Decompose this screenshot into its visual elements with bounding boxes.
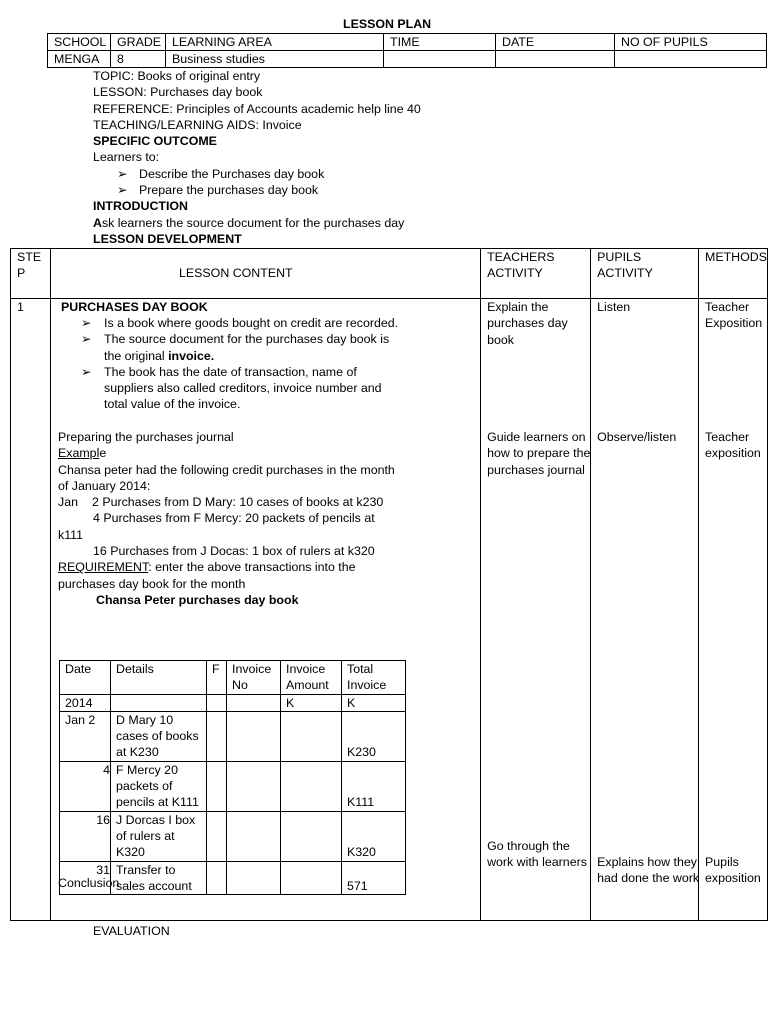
transaction-3: 16 Purchases from J Docas: 1 box of rulers at k320 (93, 544, 375, 559)
info-header-learning-area: LEARNING AREA (166, 34, 384, 51)
lesson-content-cell (51, 299, 481, 921)
teacher-activity-3: Go through the work with learners (487, 839, 587, 870)
pupils-activity-3: Explains how they had done the work (597, 855, 700, 886)
preparing-heading: Preparing the purchases journal (58, 430, 234, 444)
header-teachers-activity: TEACHERS ACTIVITY (481, 249, 591, 299)
info-header-row (48, 34, 767, 51)
book-total: 571 (342, 861, 406, 895)
header-pupils-activity: PUPILS ACTIVITY (591, 249, 699, 299)
transaction-2: 4 Purchases from F Mercy: 20 packets of pencils at (93, 511, 375, 526)
page-title: LESSON PLAN (343, 17, 432, 31)
header-methods: METHODS (699, 249, 768, 299)
outcome-lead: Learners to: (93, 150, 160, 165)
content-bullet: ➢ The book has the date of transaction, name of suppliers also called creditors, invoice number and total value of the invoice. (81, 364, 382, 412)
conclusion: Conclusion (58, 876, 120, 890)
lesson-table-row (11, 299, 768, 921)
purchases-day-book (59, 660, 406, 895)
info-grade: 8 (111, 51, 166, 68)
book-header-details: Details (111, 661, 207, 695)
book-total: K230 (342, 711, 406, 761)
teaching-aids: TEACHING/LEARNING AIDS: Invoice (93, 117, 302, 132)
teachers-activity-cell (481, 299, 591, 921)
book-year-row (60, 694, 406, 711)
reference: REFERENCE: Principles of Accounts academic help line 40 (93, 101, 421, 116)
book-date: 16 (60, 811, 111, 861)
methods-2: Teacher exposition (705, 430, 761, 461)
example-text: Chansa peter had the following credit purchases in the month of January 2014: (58, 462, 395, 493)
book-total: K111 (342, 761, 406, 811)
info-learning-area: Business studies (166, 51, 384, 68)
book-header-row (60, 661, 406, 695)
teacher-activity-1: Explain the purchases day book (487, 300, 568, 347)
info-header-time: TIME (384, 34, 496, 51)
book-year: 2014 (60, 694, 111, 711)
pupils-activity-cell (591, 299, 699, 921)
info-table (47, 33, 767, 68)
info-date (496, 51, 615, 68)
header-step: STE P (11, 249, 51, 299)
info-time (384, 51, 496, 68)
development-heading: LESSON DEVELOPMENT (93, 231, 242, 246)
arrow-bullet-icon: ➢ (81, 332, 92, 347)
content-bullet: ➢ The source document for the purchases day book is the original invoice. (81, 332, 390, 363)
introduction-text: Ask learners the source document for the purchases day (93, 215, 405, 230)
info-header-no-of-pupils: NO OF PUPILS (615, 34, 767, 51)
lesson-meta (93, 68, 753, 247)
methods-cell (699, 299, 768, 921)
info-no-of-pupils (615, 51, 767, 68)
book-header-folio: F (207, 661, 227, 695)
book-header-invoice-no: Invoice No (227, 661, 281, 695)
topic: TOPIC: Books of original entry (93, 69, 261, 83)
methods-1: Teacher Exposition (705, 300, 763, 331)
book-details: Transfer to sales account (111, 861, 207, 895)
arrow-bullet-icon: ➢ (117, 183, 128, 198)
book-date: Jan 2 (60, 711, 111, 761)
methods-3: Pupils exposition (705, 855, 761, 886)
info-value-row (48, 51, 767, 68)
info-header-school: SCHOOL (48, 34, 111, 51)
book-details: D Mary 10 cases of books at K230 (111, 711, 207, 761)
info-header-grade: GRADE (111, 34, 166, 51)
book-date: 4 (60, 761, 111, 811)
content-title: PURCHASES DAY BOOK (61, 300, 208, 314)
content-bullets (51, 315, 403, 413)
transaction-1: Jan 2 Purchases from D Mary: 10 cases of books at k230 (58, 495, 384, 510)
arrow-bullet-icon: ➢ (81, 364, 92, 379)
lesson-table (10, 248, 768, 921)
example-label: Example (58, 446, 107, 461)
arrow-bullet-icon: ➢ (81, 316, 92, 330)
outcome-item: ➢ Describe the Purchases day book (117, 166, 325, 181)
table-row (60, 761, 406, 811)
example-block (58, 429, 398, 608)
table-row (60, 711, 406, 761)
book-total: K320 (342, 811, 406, 861)
book-currency: K (281, 694, 342, 711)
header-lesson-content: LESSON CONTENT (51, 249, 481, 299)
book-currency: K (342, 694, 406, 711)
introduction-heading: INTRODUCTION (93, 199, 188, 214)
book-header-date: Date (60, 661, 111, 695)
outcome-heading: SPECIFIC OUTCOME (93, 134, 217, 149)
info-school: MENGA (48, 51, 111, 68)
outcome-item: ➢ Prepare the purchases day book (117, 183, 319, 198)
info-header-date: DATE (496, 34, 615, 51)
arrow-bullet-icon: ➢ (117, 166, 128, 181)
book-details: J Dorcas I box of rulers at K320 (111, 811, 207, 861)
lesson-table-header (11, 249, 768, 299)
book-header-total-invoice: Total Invoice (342, 661, 406, 695)
lesson: LESSON: Purchases day book (93, 85, 263, 100)
book-title: Chansa Peter purchases day book (96, 592, 299, 607)
table-row (60, 811, 406, 861)
evaluation-heading: EVALUATION (93, 924, 170, 938)
transaction-2-cont: k111 (58, 527, 84, 542)
requirement: REQUIREMENT: enter the above transactions into the purchases day book for the month (58, 560, 356, 591)
book-header-invoice-amount: Invoice Amount (281, 661, 342, 695)
book-date: 31 (60, 861, 111, 895)
pupils-activity-1: Listen (597, 300, 631, 314)
teacher-activity-2: Guide learners on how to prepare the purchases journal (487, 430, 591, 477)
pupils-activity-2: Observe/listen (597, 430, 677, 444)
content-bullet: ➢ Is a book where goods bought on credit are recorded. (81, 316, 399, 330)
book-details: F Mercy 20 packets of pencils at K111 (111, 761, 207, 811)
step-number: 1 (11, 299, 51, 921)
